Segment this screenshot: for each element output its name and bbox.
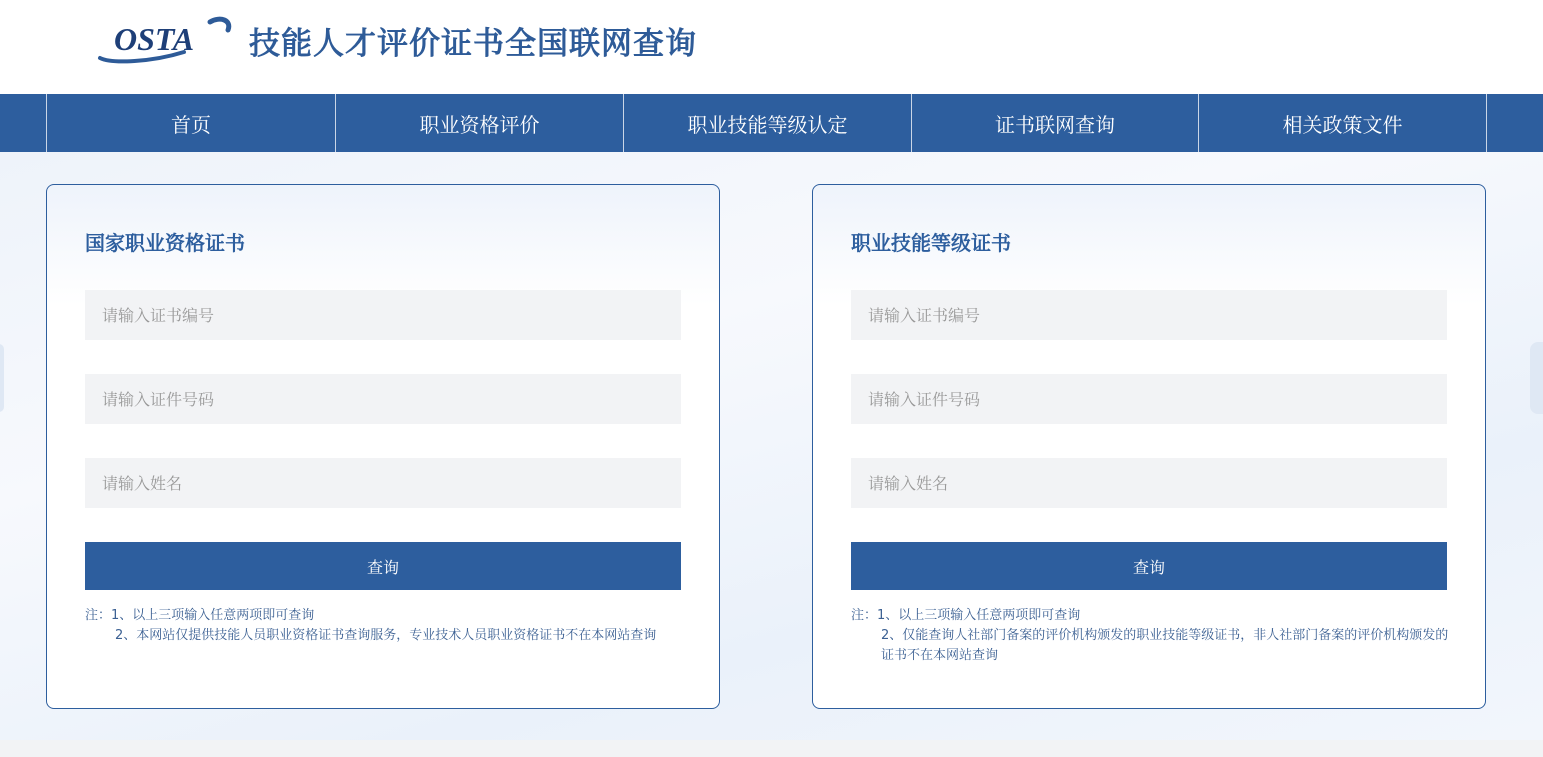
nav-item-qualification-evaluation[interactable]: 职业资格评价: [335, 94, 623, 152]
left-slide-arrow: [0, 344, 4, 412]
query-button[interactable]: 查询: [851, 542, 1447, 590]
id-number-input[interactable]: [851, 374, 1447, 424]
nav-item-skill-level-recognition[interactable]: 职业技能等级认定: [623, 94, 911, 152]
osta-logo[interactable]: [92, 12, 240, 64]
svg-text:OSTA: OSTA: [114, 21, 195, 57]
id-number-input[interactable]: [85, 374, 681, 424]
site-title: 技能人才评价证书全国联网查询: [249, 26, 697, 62]
note-line-1: 注：1、以上三项输入任意两项即可查询: [85, 608, 315, 623]
site-header: [0, 0, 1543, 94]
nav-item-certificate-query[interactable]: 证书联网查询: [911, 94, 1198, 152]
skill-level-card: [812, 184, 1486, 709]
card-title: 国家职业资格证书: [85, 231, 245, 255]
card-title: 职业技能等级证书: [851, 231, 1011, 255]
name-input[interactable]: [85, 458, 681, 508]
note-line-2: 2、本网站仅提供技能人员职业资格证书查询服务，专业技术人员职业资格证书不在本网站查询: [115, 628, 657, 643]
right-slide-arrow: [1530, 342, 1543, 414]
note-line-2: 2、仅能查询人社部门备案的评价机构颁发的职业技能等级证书，非人社部门备案的评价机构颁发的证书不在本网站查询: [881, 628, 1449, 663]
name-input[interactable]: [851, 458, 1447, 508]
vocational-qualification-card: [46, 184, 720, 709]
footer-strip: [0, 740, 1543, 757]
note-line-1: 注：1、以上三项输入任意两项即可查询: [851, 608, 1081, 623]
nav-item-home[interactable]: 首页: [46, 94, 335, 152]
query-note: [85, 606, 685, 646]
query-note: [851, 606, 1451, 666]
certificate-number-input[interactable]: [85, 290, 681, 340]
query-button[interactable]: 查询: [85, 542, 681, 590]
nav-item-policy-documents[interactable]: 相关政策文件: [1198, 94, 1487, 152]
certificate-number-input[interactable]: [851, 290, 1447, 340]
main-nav: [0, 94, 1543, 152]
